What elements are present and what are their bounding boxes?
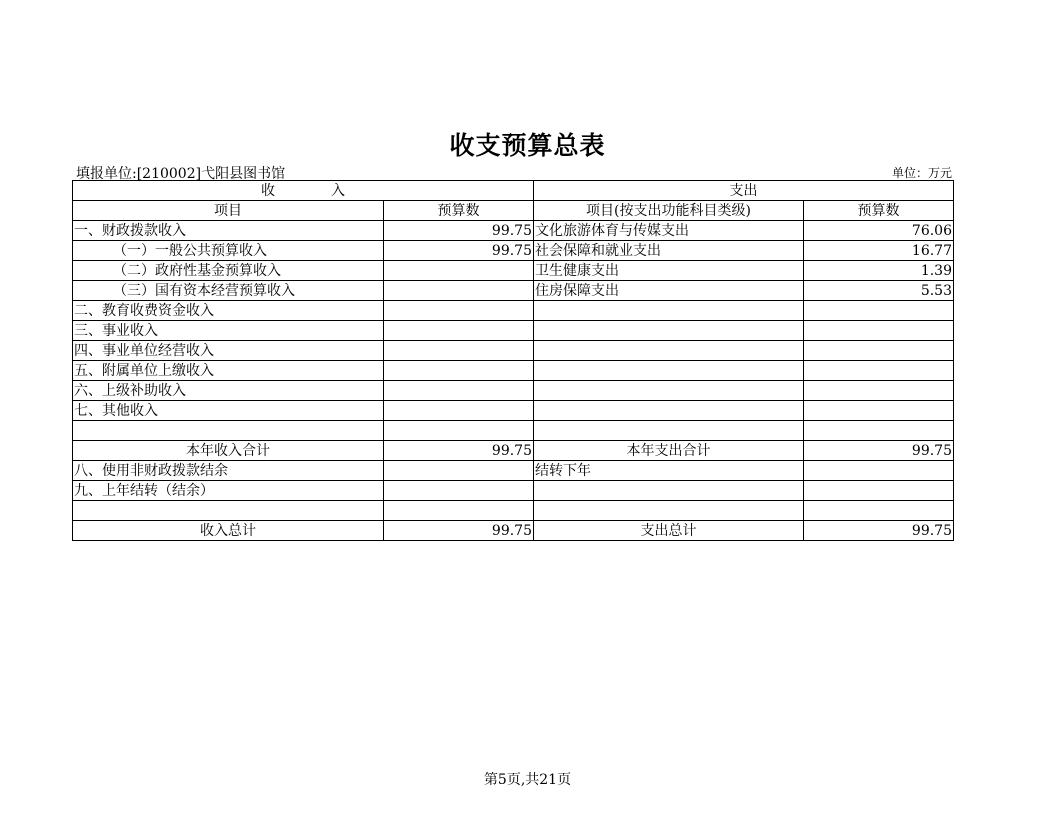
expense-total-label: 支出总计 xyxy=(534,521,804,541)
expense-item xyxy=(534,481,804,501)
expense-amount xyxy=(804,401,954,421)
expense-item xyxy=(534,301,804,321)
page-title: 收支预算总表 xyxy=(449,131,606,160)
expense-amount xyxy=(804,421,954,441)
expense-amount xyxy=(804,381,954,401)
expense-item: 社会保障和就业支出 xyxy=(534,241,804,261)
table-row xyxy=(73,421,954,441)
income-item xyxy=(73,501,384,521)
income-amount: 99.75 xyxy=(384,241,534,261)
income-item: （三）国有资本经营预算收入 xyxy=(73,281,384,301)
expense-item: 住房保障支出 xyxy=(534,281,804,301)
income-item: 九、上年结转（结余） xyxy=(73,481,384,501)
expense-amount xyxy=(804,481,954,501)
income-item: 四、事业单位经营收入 xyxy=(73,341,384,361)
table-row xyxy=(73,341,954,361)
expense-amount xyxy=(804,461,954,481)
expense-item: 文化旅游体育与传媒支出 xyxy=(534,221,804,241)
income-item: （二）政府性基金预算收入 xyxy=(73,261,384,281)
income-item: 三、事业收入 xyxy=(73,321,384,341)
expense-item: 结转下年 xyxy=(534,461,804,481)
expense-amount: 76.06 xyxy=(804,221,954,241)
budget-table xyxy=(72,180,954,541)
income-amount xyxy=(384,501,534,521)
income-amount: 99.75 xyxy=(384,221,534,241)
income-amount xyxy=(384,401,534,421)
expense-group-header: 支出 xyxy=(534,181,954,201)
table-row xyxy=(73,501,954,521)
expense-item xyxy=(534,361,804,381)
income-amount xyxy=(384,361,534,381)
table-row xyxy=(73,481,954,501)
expense-amount-header: 预算数 xyxy=(804,201,954,221)
expense-amount xyxy=(804,361,954,381)
expense-item xyxy=(534,341,804,361)
income-item-header: 项目 xyxy=(73,201,384,221)
table-row xyxy=(73,301,954,321)
table-row xyxy=(73,261,954,281)
income-group-header: 收 入 xyxy=(73,181,534,201)
subtotal-row xyxy=(73,441,954,461)
table-row xyxy=(73,361,954,381)
expense-subtotal-label: 本年支出合计 xyxy=(534,441,804,461)
expense-amount xyxy=(804,341,954,361)
expense-amount xyxy=(804,321,954,341)
expense-item xyxy=(534,381,804,401)
income-amount xyxy=(384,301,534,321)
table-row xyxy=(73,321,954,341)
table-row xyxy=(73,461,954,481)
income-amount xyxy=(384,461,534,481)
expense-total-amount: 99.75 xyxy=(804,521,954,541)
income-subtotal-label: 本年收入合计 xyxy=(73,441,384,461)
expense-amount: 5.53 xyxy=(804,281,954,301)
table-row xyxy=(73,401,954,421)
income-amount xyxy=(384,421,534,441)
income-item: （一）一般公共预算收入 xyxy=(73,241,384,261)
income-amount-header: 预算数 xyxy=(384,201,534,221)
income-amount xyxy=(384,281,534,301)
income-item xyxy=(73,421,384,441)
income-item: 七、其他收入 xyxy=(73,401,384,421)
expense-item: 卫生健康支出 xyxy=(534,261,804,281)
expense-item xyxy=(534,401,804,421)
expense-item xyxy=(534,421,804,441)
income-subtotal-amount: 99.75 xyxy=(384,441,534,461)
income-amount xyxy=(384,321,534,341)
reporting-unit: 填报单位:[210002]弋阳县图书馆 xyxy=(76,166,286,182)
expense-item xyxy=(534,321,804,341)
table-row xyxy=(73,221,954,241)
income-item: 八、使用非财政拨款结余 xyxy=(73,461,384,481)
currency-unit: 单位：万元 xyxy=(891,166,952,180)
income-item: 五、附属单位上缴收入 xyxy=(73,361,384,381)
grand-total-row xyxy=(73,521,954,541)
table-row xyxy=(73,241,954,261)
income-total-label: 收入总计 xyxy=(73,521,384,541)
column-header-row xyxy=(73,201,954,221)
income-amount xyxy=(384,261,534,281)
expense-item xyxy=(534,501,804,521)
income-item: 一、财政拨款收入 xyxy=(73,221,384,241)
expense-amount: 1.39 xyxy=(804,261,954,281)
income-amount xyxy=(384,341,534,361)
income-item: 六、上级补助收入 xyxy=(73,381,384,401)
page-number: 第5页,共21页 xyxy=(483,772,572,788)
income-amount xyxy=(384,381,534,401)
expense-amount xyxy=(804,501,954,521)
table-row xyxy=(73,281,954,301)
income-total-amount: 99.75 xyxy=(384,521,534,541)
income-item: 二、教育收费资金收入 xyxy=(73,301,384,321)
expense-subtotal-amount: 99.75 xyxy=(804,441,954,461)
expense-item-header: 项目(按支出功能科目类级) xyxy=(534,201,804,221)
table-row xyxy=(73,381,954,401)
group-header-row xyxy=(73,181,954,201)
expense-amount: 16.77 xyxy=(804,241,954,261)
expense-amount xyxy=(804,301,954,321)
income-amount xyxy=(384,481,534,501)
